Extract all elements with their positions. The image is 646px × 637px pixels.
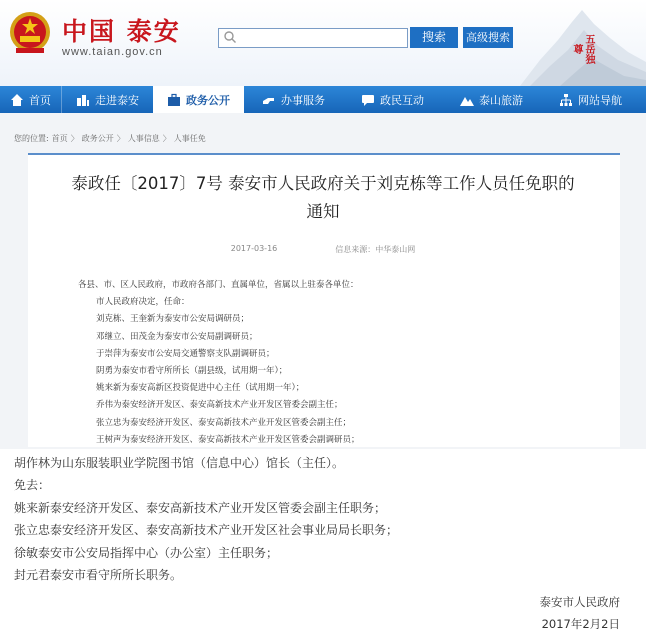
- article-line: 张立忠为泰安经济开发区、泰安高新技术产业开发区管委会副主任；: [96, 417, 352, 428]
- site-logo-text[interactable]: 中国 泰安: [62, 17, 181, 46]
- breadcrumb-separator: 〉: [70, 134, 79, 143]
- nav-label-sitemap: 网站导航: [578, 93, 622, 107]
- breadcrumb-government-link[interactable]: 政务公开: [81, 134, 114, 143]
- nav-item-about-taian[interactable]: [62, 86, 153, 113]
- signature: 泰安市人民政府: [539, 595, 620, 609]
- article-line: 各县、市、区人民政府，市政府各部门、直属单位，省属以上驻泰各单位：: [78, 280, 359, 290]
- article-source: 信息来源：中华泰山网: [335, 245, 416, 254]
- nav-label-home: 首页: [29, 93, 51, 107]
- nav-label-tourism: 泰山旅游: [479, 93, 523, 107]
- nav-item-government-affairs[interactable]: [153, 86, 244, 113]
- notice-line: 免去：: [14, 478, 51, 493]
- nav-label-interaction: 政民互动: [380, 93, 424, 107]
- article-line: 于崇萍为泰安市公安局交通警察支队副调研员；: [96, 348, 275, 359]
- signature-date: 2017年2月2日: [541, 617, 620, 631]
- article-meta: [40, 244, 606, 255]
- article-line: 王树声为泰安经济开发区、泰安高新技术产业开发区管委会副调研员；: [96, 434, 360, 445]
- briefcase-icon: [167, 93, 181, 107]
- breadcrumb-personnel-link[interactable]: 人事信息: [127, 134, 160, 143]
- breadcrumb: [14, 133, 206, 144]
- notice-line: 姚来新泰安经济开发区、泰安高新技术产业开发区管委会副主任职务；: [14, 500, 387, 515]
- article-title: [40, 170, 606, 226]
- article-date: 2017-03-16: [230, 244, 278, 253]
- article-title-line: 通知: [306, 202, 340, 221]
- article-title-line: 泰政任〔2017〕7号 泰安市人民政府关于刘克栋等工作人员任免职的: [71, 174, 575, 193]
- notice-line: 徐敏泰安市公安局指挥中心（办公室）主任职务；: [14, 545, 279, 560]
- breadcrumb-prefix: 您的位置:: [14, 134, 49, 143]
- search-button[interactable]: 搜索: [410, 27, 458, 48]
- home-icon: [10, 93, 24, 107]
- breadcrumb-appointments-link[interactable]: 人事任免: [173, 134, 206, 143]
- nav-item-home[interactable]: [0, 86, 61, 113]
- article-line: 刘克栋、王奎新为泰安市公安局调研员；: [96, 314, 250, 325]
- sitemap-icon: [559, 93, 573, 107]
- breadcrumb-home-link[interactable]: 首页: [51, 134, 68, 143]
- breadcrumb-separator: 〉: [116, 134, 125, 143]
- article-line: 邓继立、田茂金为泰安市公安局副调研员；: [96, 331, 258, 342]
- main-nav: [0, 86, 646, 113]
- breadcrumb-separator: 〉: [162, 134, 171, 143]
- nav-item-tourism[interactable]: [442, 86, 541, 113]
- article-line: 阴勇为泰安市看守所所长（副县级，试用期一年）；: [96, 365, 288, 376]
- mountain-icon: [460, 93, 474, 107]
- nav-item-services[interactable]: [244, 86, 343, 113]
- advanced-search-button[interactable]: 高级搜索: [463, 27, 513, 48]
- city-icon: [76, 93, 90, 107]
- article-line: 市人民政府决定，任命：: [96, 297, 190, 308]
- nav-label-services: 办事服务: [281, 93, 325, 107]
- notice-continuation: [14, 452, 398, 586]
- nav-label-about-taian: 走进泰安: [95, 93, 139, 107]
- nav-item-interaction[interactable]: [343, 86, 442, 113]
- national-emblem-icon: [8, 10, 52, 56]
- notice-line: 胡作林为山东服装职业学院图书馆（信息中心）馆长（主任）。: [14, 456, 345, 470]
- seal-text: 五岳独尊: [571, 34, 594, 64]
- chat-icon: [361, 93, 375, 107]
- article-line: 乔伟为泰安经济开发区、泰安高新技术产业开发区管委会副主任；: [96, 400, 343, 411]
- article-body: [78, 277, 360, 449]
- notice-line: 封元君泰安市看守所所长职务。: [14, 567, 183, 582]
- nav-item-sitemap[interactable]: [541, 86, 640, 113]
- article-line: 姚来新为泰安高新区投资促进中心主任（试用期一年）；: [96, 383, 305, 394]
- search-input[interactable]: [218, 28, 408, 48]
- nav-label-government-affairs: 政务公开: [186, 93, 230, 107]
- search-icon: [223, 30, 237, 44]
- hand-icon: [262, 93, 276, 107]
- notice-line: 张立忠泰安经济开发区、泰安高新技术产业开发区社会事业局局长职务；: [14, 523, 399, 538]
- site-url: www.taian.gov.cn: [62, 46, 163, 58]
- site-header: [0, 0, 646, 86]
